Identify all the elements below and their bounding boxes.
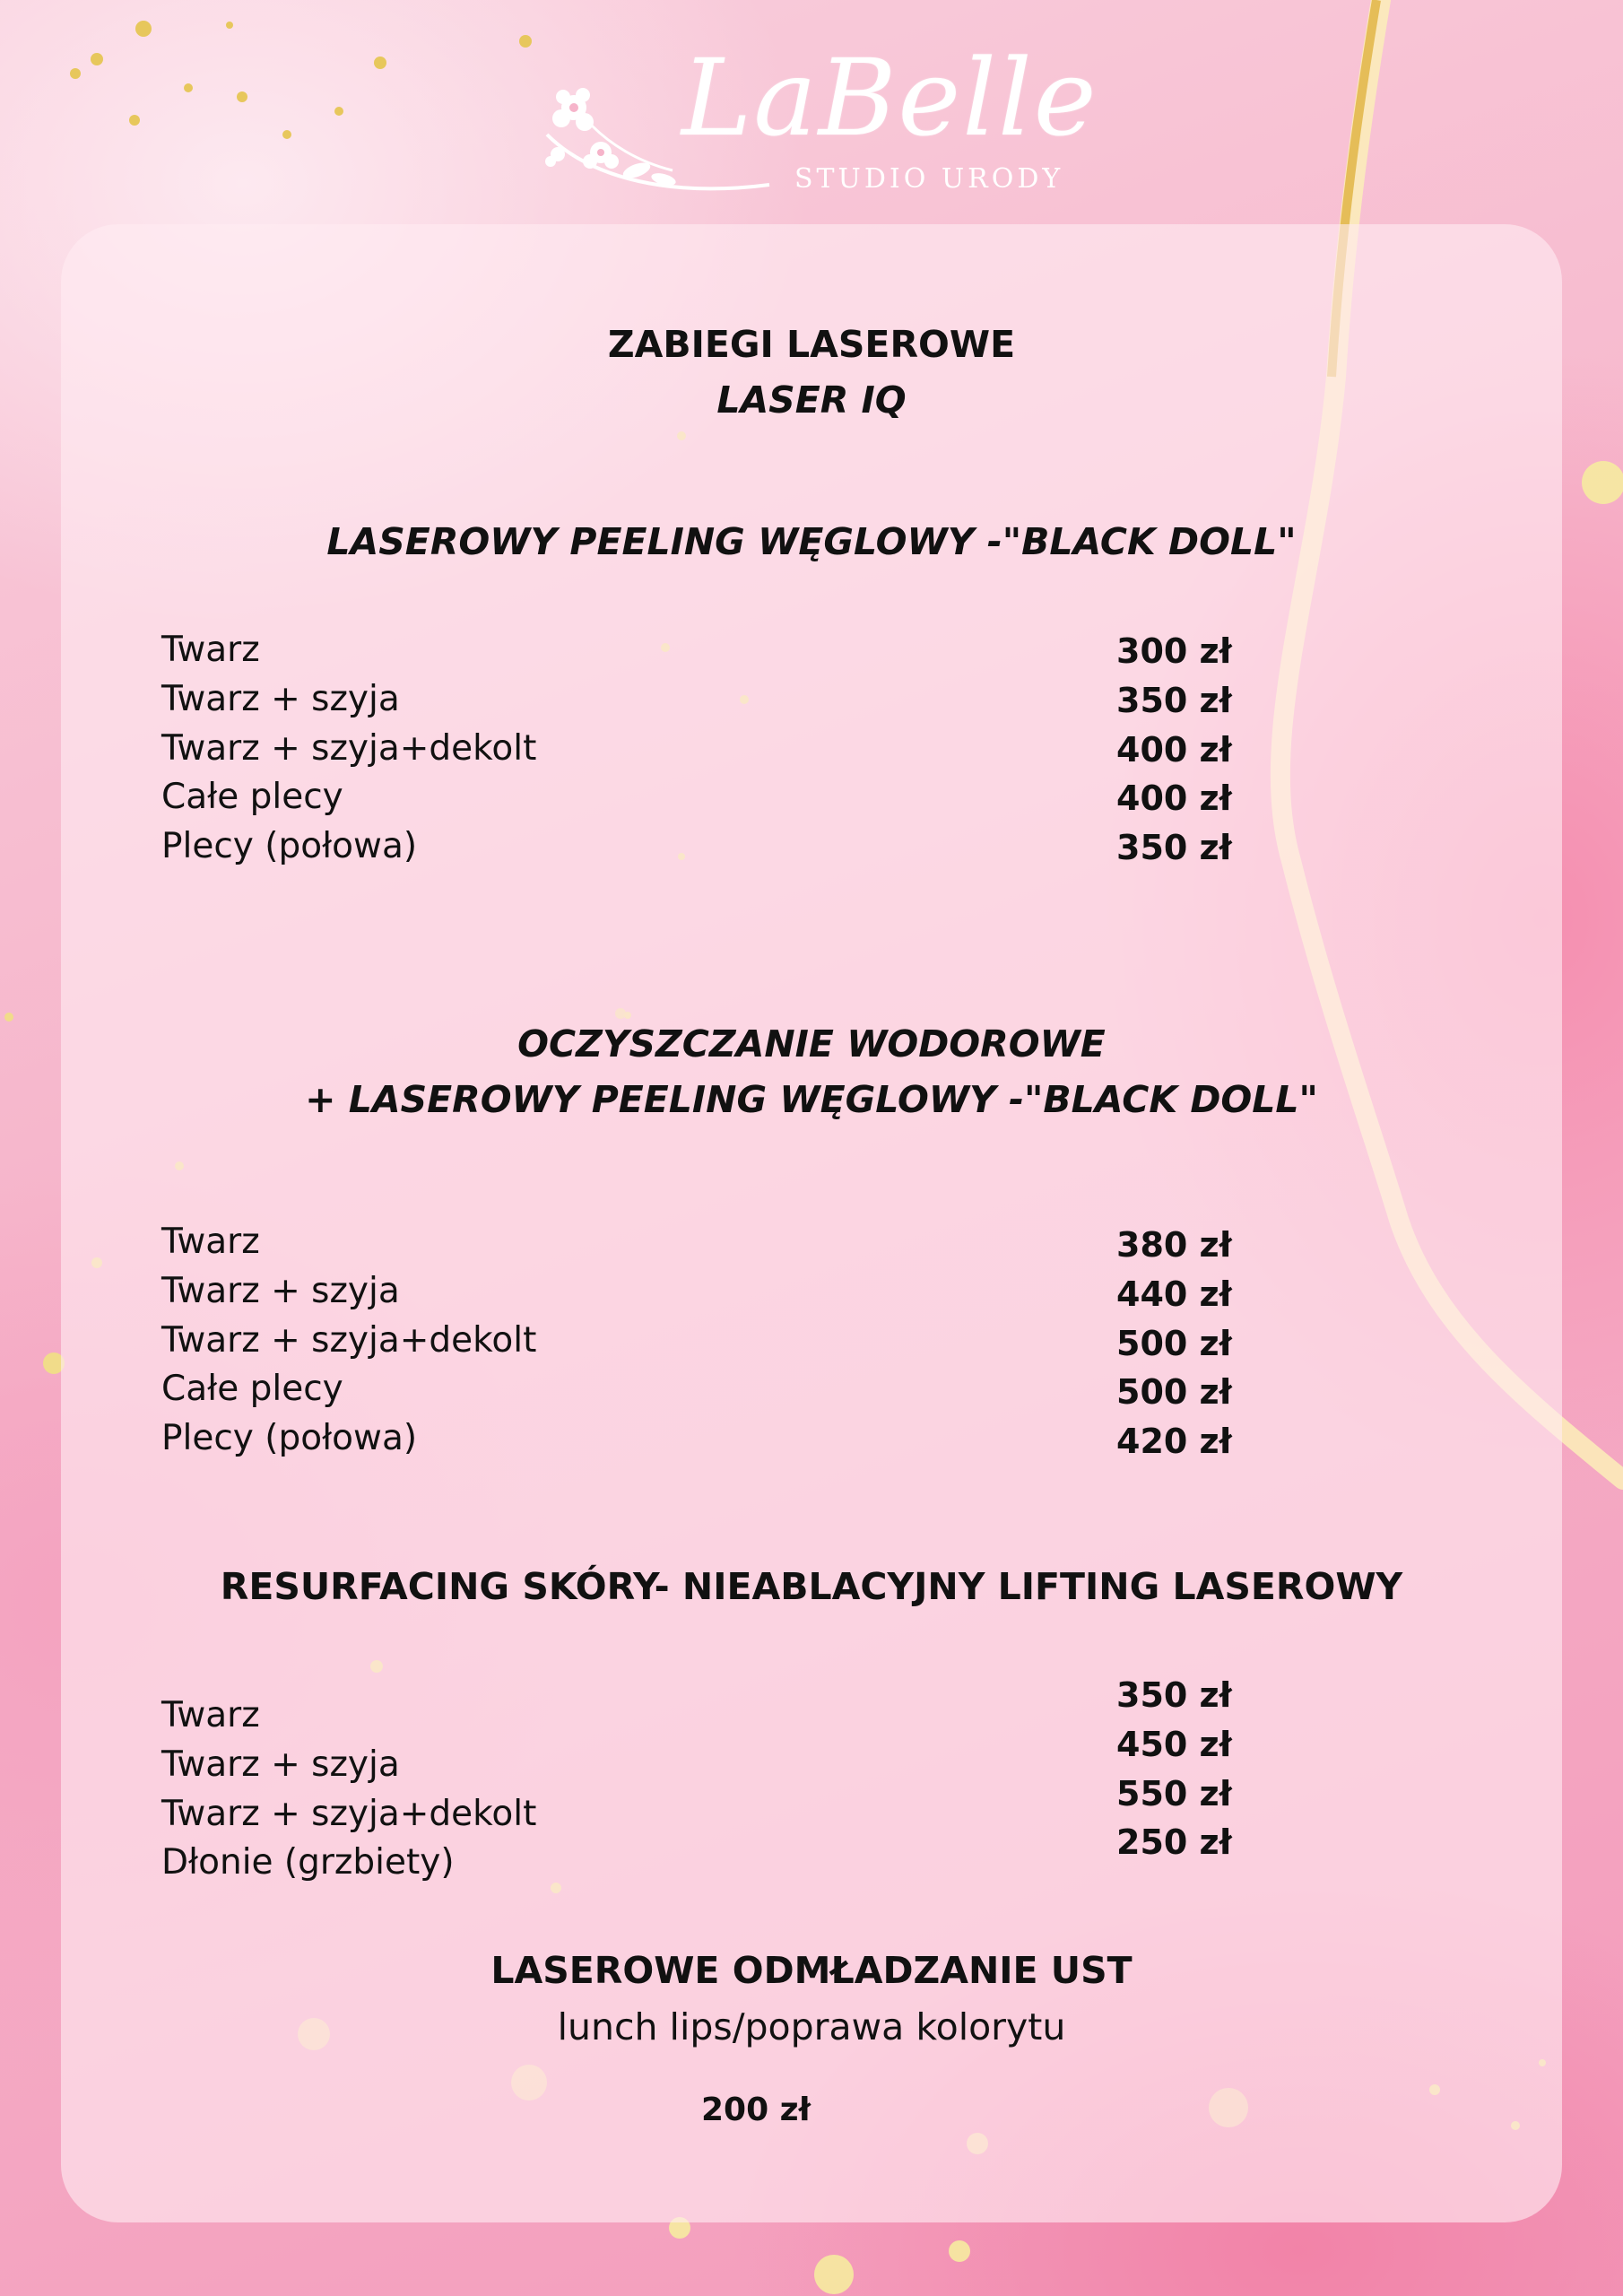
page-subtitle: LASER IQ (716, 378, 907, 422)
treatment-price: 350 zł (1116, 828, 1232, 867)
brand-tagline: STUDIO URODY (794, 163, 1064, 195)
treatment-name: Twarz (161, 630, 260, 670)
treatment-name: Twarz (161, 1695, 260, 1735)
treatment-name: Plecy (połowa) (161, 826, 418, 866)
treatment-name: Twarz (161, 1222, 260, 1262)
lips-price: 200 zł (701, 2092, 811, 2128)
treatment-price: 250 zł (1116, 1822, 1232, 1862)
treatment-price: 500 zł (1116, 1372, 1232, 1412)
section-title-black-doll: LASEROWY PEELING WĘGLOWY -"BLACK DOLL" (326, 520, 1297, 563)
section-title-lips: LASEROWE ODMŁADZANIE UST (490, 1949, 1133, 1992)
treatment-name: Twarz + szyja (161, 1744, 400, 1785)
section-title-resurfacing: RESURFACING SKÓRY- NIEABLACYJNY LIFTING LASEROWY (220, 1565, 1403, 1608)
treatment-name: Dłonie (grzbiety) (161, 1842, 455, 1883)
treatment-name: Twarz + szyja (161, 1271, 400, 1311)
treatment-name: Twarz + szyja+dekolt (161, 1320, 537, 1361)
treatment-price: 350 zł (1116, 681, 1232, 720)
treatment-price: 380 zł (1116, 1225, 1232, 1265)
page-title: ZABIEGI LASEROWE (607, 323, 1016, 366)
treatment-name: Twarz + szyja+dekolt (161, 728, 537, 769)
section-title-hydrogen-line1: OCZYSZCZANIE WODOROWE (517, 1022, 1106, 1065)
section-subtitle-lips: lunch lips/poprawa kolorytu (557, 2005, 1066, 2048)
brand-name: LaBelle (681, 36, 1098, 160)
treatment-name: Całe plecy (161, 1369, 343, 1409)
treatment-price: 420 zł (1116, 1422, 1232, 1461)
treatment-price: 450 zł (1116, 1725, 1232, 1764)
brand-logo (538, 36, 1098, 206)
treatment-price: 400 zł (1116, 730, 1232, 770)
treatment-name: Plecy (połowa) (161, 1418, 418, 1458)
treatment-name: Całe plecy (161, 777, 343, 817)
treatment-price: 440 zł (1116, 1274, 1232, 1314)
treatment-price: 500 zł (1116, 1324, 1232, 1363)
treatment-name: Twarz + szyja+dekolt (161, 1794, 537, 1834)
section-title-hydrogen-line2: + LASEROWY PEELING WĘGLOWY -"BLACK DOLL" (305, 1078, 1318, 1121)
treatment-price: 550 zł (1116, 1774, 1232, 1813)
treatment-price: 400 zł (1116, 778, 1232, 818)
treatment-price: 300 zł (1116, 631, 1232, 671)
treatment-price: 350 zł (1116, 1675, 1232, 1715)
treatment-name: Twarz + szyja (161, 679, 400, 719)
